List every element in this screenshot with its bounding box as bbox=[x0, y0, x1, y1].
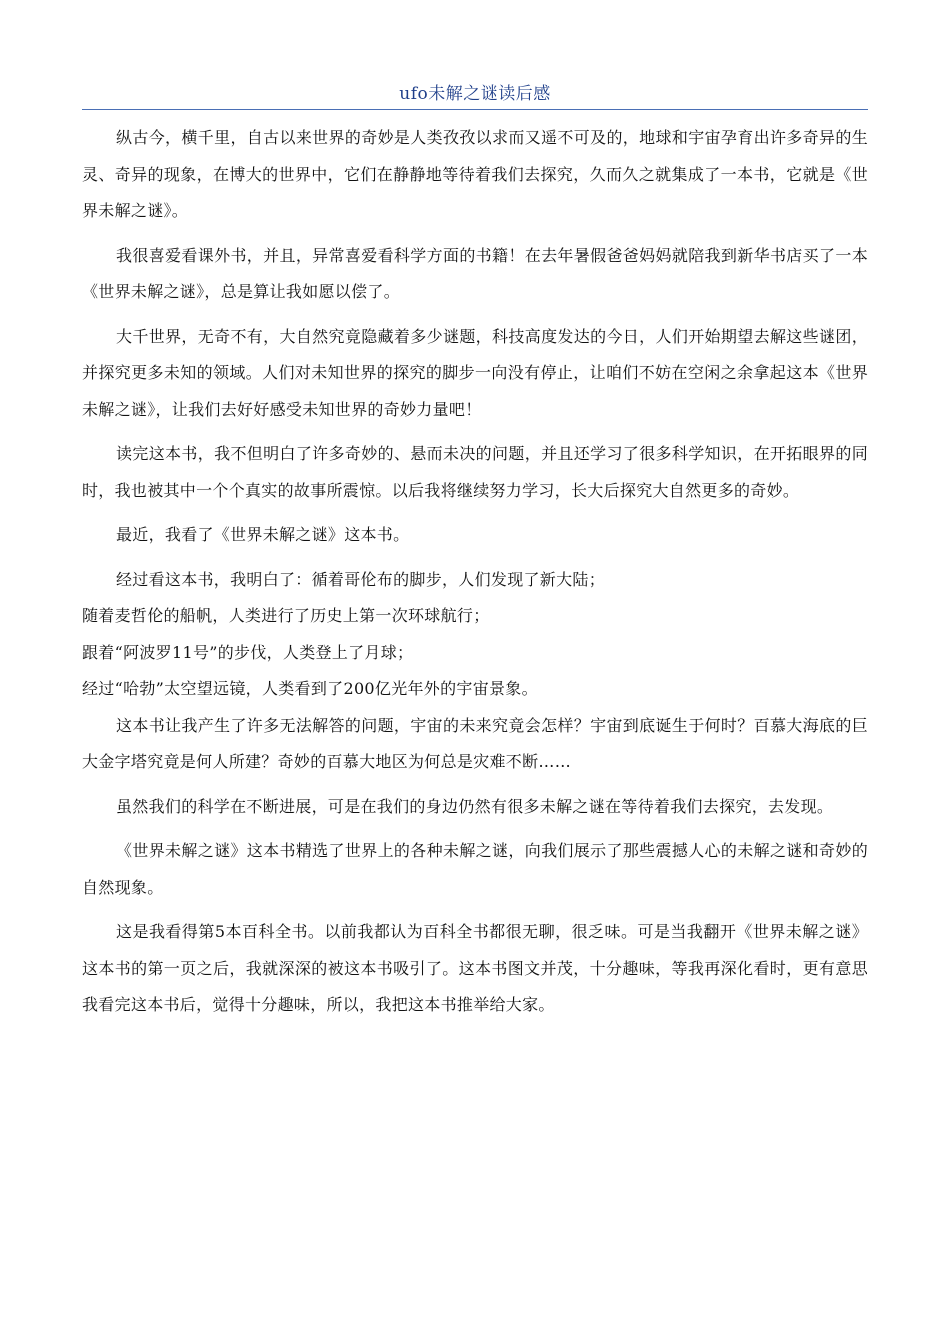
list-line: 经过看这本书，我明白了：循着哥伦布的脚步，人们发现了新大陆； bbox=[116, 569, 606, 589]
list-line: 经过“哈勃”太空望远镜，人类看到了200亿光年外的宇宙景象。 bbox=[82, 679, 538, 698]
document-title: ufo未解之谜读后感 bbox=[399, 84, 551, 104]
paragraph: 《世界未解之谜》这本书精选了世界上的各种未解之谜，向我们展示了那些震撼人心的未解之谜和奇妙的自然现象。 bbox=[82, 841, 868, 897]
paragraph: 这是我看得第5本百科全书。以前我都认为百科全书都很无聊，很乏味。可是当我翻开《世界未解之谜》这本书的第一页之后，我就深深的被这本书吸引了。这本书图文并茂，十分趣味，等我再深化看时，更有意思我看完这本书后，觉得十分趣味，所以，我把这本书推举给大家。 bbox=[82, 922, 868, 1014]
paragraph: 我很喜爱看课外书，并且，异常喜爱看科学方面的书籍！在去年暑假爸爸妈妈就陪我到新华书店买了一本《世界未解之谜》，总是算让我如愿以偿了。 bbox=[82, 245, 868, 301]
document-body bbox=[82, 120, 868, 1032]
paragraph: 最近，我看了《世界未解之谜》这本书。 bbox=[116, 525, 410, 544]
list-line: 随着麦哲伦的船帆，人类进行了历史上第一次环球航行； bbox=[82, 606, 490, 625]
paragraph: 虽然我们的科学在不断进展，可是在我们的身边仍然有很多未解之谜在等待着我们去探究，去发现。 bbox=[116, 796, 834, 816]
paragraph: 纵古今，横千里，自古以来世界的奇妙是人类孜孜以求而又遥不可及的，地球和宇宙孕育出许多奇异的生灵、奇异的现象，在博大的世界中，它们在静静地等待着我们去探究，久而久之就集成了一本书，它就是《世界未解之谜》。 bbox=[82, 128, 868, 220]
paragraph: 读完这本书，我不但明白了许多奇妙的、悬而未决的问题，并且还学习了很多科学知识，在开拓眼界的同时，我也被其中一个个真实的故事所震惊。以后我将继续努力学习，长大后探究大自然更多的奇妙。 bbox=[82, 444, 868, 500]
paragraph: 这本书让我产生了许多无法解答的问题，宇宙的未来究竟会怎样？宇宙到底诞生于何时？百慕大海底的巨大金字塔究竟是何人所建？奇妙的百慕大地区为何总是灾难不断…… bbox=[82, 715, 868, 771]
title-divider bbox=[82, 109, 868, 110]
list-line: 跟着“阿波罗11号”的步伐，人类登上了月球； bbox=[82, 642, 414, 662]
paragraph: 大千世界，无奇不有，大自然究竟隐藏着多少谜题，科技高度发达的今日，人们开始期望去解这些谜团，并探究更多未知的领域。人们对未知世界的探究的脚步一向没有停止，让咱们不妨在空闲之余拿起这本《世界未解之谜》，让我们去好好感受未知世界的奇妙力量吧！ bbox=[82, 326, 868, 419]
